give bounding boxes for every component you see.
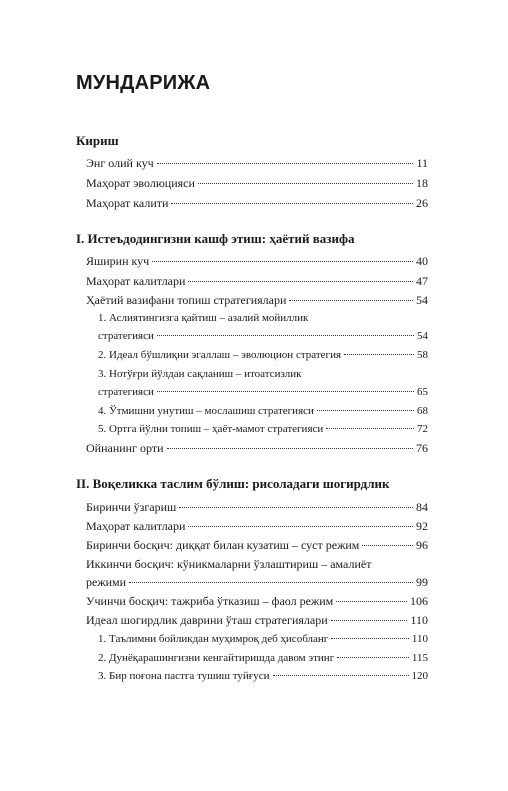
toc-entry-label: 3. Бир поғона пастга тушиш туйғуси bbox=[98, 670, 270, 682]
toc-entry[interactable] bbox=[86, 537, 428, 553]
toc-entry-page: 110 bbox=[411, 633, 428, 645]
toc-entry-label: Биринчи ўзгариш bbox=[86, 500, 177, 514]
toc-entry-page: 58 bbox=[417, 349, 428, 361]
toc-entry[interactable] bbox=[86, 195, 428, 211]
toc-entry[interactable] bbox=[86, 518, 428, 534]
toc-entry-label: стратегияси bbox=[98, 386, 154, 398]
toc-entry-page: 11 bbox=[416, 156, 428, 170]
toc-entry-label: Маҳорат калитлари bbox=[86, 274, 186, 288]
toc-entry-label: 2. Идеал бўшлиқни эгаллаш – эволюцион стратегия bbox=[98, 349, 342, 361]
toc-entry[interactable] bbox=[86, 175, 428, 191]
toc-entry-label: 1. Таълимни бойликдан муҳимроқ деб ҳисобланг bbox=[98, 633, 329, 645]
toc-entry-label: Маҳорат эволюцияси bbox=[86, 176, 195, 190]
toc-entry-page: 115 bbox=[411, 652, 428, 664]
dot-leader bbox=[326, 428, 414, 429]
toc-entry[interactable] bbox=[98, 384, 428, 400]
toc-entry[interactable] bbox=[86, 499, 428, 515]
toc-entry[interactable] bbox=[86, 155, 428, 171]
toc-entry[interactable] bbox=[98, 668, 428, 684]
toc-entry-label-line1: 1. Аслиятингизга қайтиш – азалий мойиллик bbox=[98, 312, 309, 324]
section-heading-intro: Кириш bbox=[76, 133, 119, 148]
dot-leader bbox=[157, 335, 414, 336]
toc-entry-page: 99 bbox=[416, 575, 428, 589]
toc-entry[interactable] bbox=[98, 650, 428, 666]
toc-entry-page: 110 bbox=[410, 613, 428, 627]
toc-entry-label-line1: 3. Нотўғри йўлдан сақланиш – итоатсизлик bbox=[98, 368, 302, 380]
toc-entry-page: 65 bbox=[417, 386, 428, 398]
dot-leader bbox=[198, 183, 413, 184]
dot-leader bbox=[171, 203, 413, 204]
toc-entry-page: 26 bbox=[416, 196, 428, 210]
toc-entry-label: 4. Ўтмишни унутиш – мослашиш стратегияси bbox=[98, 405, 314, 417]
toc-entry[interactable] bbox=[98, 421, 428, 437]
dot-leader bbox=[331, 638, 409, 639]
toc-entry-label: Ойнанинг орти bbox=[86, 441, 164, 455]
dot-leader bbox=[157, 163, 414, 164]
toc-entry-page: 96 bbox=[416, 538, 428, 552]
toc-entry-label: Маҳорат калити bbox=[86, 196, 169, 210]
toc-entry[interactable] bbox=[98, 347, 428, 363]
toc-entry[interactable] bbox=[86, 574, 428, 590]
dot-leader bbox=[289, 300, 413, 301]
toc-entry-label: Идеал шогирдлик даврини ўташ стратегиялари bbox=[86, 613, 328, 627]
toc-entry-page: 76 bbox=[416, 441, 428, 455]
toc-entry-label-line1: Иккинчи босқич: кўникмаларни ўзлаштириш – амалиёт bbox=[86, 557, 372, 571]
toc-entry-page: 84 bbox=[416, 500, 428, 514]
dot-leader bbox=[331, 620, 408, 621]
toc-entry-page: 54 bbox=[416, 293, 428, 307]
dot-leader bbox=[167, 448, 413, 449]
dot-leader bbox=[188, 526, 413, 527]
toc-entry-page: 92 bbox=[416, 519, 428, 533]
dot-leader bbox=[344, 354, 414, 355]
toc-entry-label: Энг олий куч bbox=[86, 156, 154, 170]
toc-entry-page: 68 bbox=[417, 405, 428, 417]
toc-entry[interactable] bbox=[86, 593, 428, 609]
toc-entry-label: Биринчи босқич: диққат билан кузатиш – суст режим bbox=[86, 538, 360, 552]
section-heading-1: I. Истеъдодингизни кашф этиш: ҳаётий вазифа bbox=[76, 231, 355, 246]
toc-entry-label: режими bbox=[86, 575, 127, 589]
toc-entry-label: Маҳорат калитлари bbox=[86, 519, 186, 533]
toc-entry[interactable] bbox=[86, 440, 428, 456]
dot-leader bbox=[336, 601, 407, 602]
page-title: МУНДАРИЖА bbox=[76, 72, 211, 94]
dot-leader bbox=[317, 410, 414, 411]
toc-entry[interactable] bbox=[86, 292, 428, 308]
dot-leader bbox=[152, 261, 413, 262]
toc-entry-label: 5. Ортга йўлни топиш – ҳаёт-мамот стратегияси bbox=[98, 423, 324, 435]
toc-entry[interactable] bbox=[98, 328, 428, 344]
toc-entry-page: 40 bbox=[416, 254, 428, 268]
toc-entry-label: Ҳаётий вазифани топиш стратегиялари bbox=[86, 293, 287, 307]
toc-entry-page: 47 bbox=[416, 274, 428, 288]
toc-entry[interactable] bbox=[86, 612, 428, 628]
toc-entry-label: 2. Дунёқарашингизни кенгайтиришда давом этинг bbox=[98, 652, 335, 664]
toc-entry-label: Учинчи босқич: тажриба ўтказиш – фаол режим bbox=[86, 594, 334, 608]
toc-entry-page: 106 bbox=[410, 594, 428, 608]
toc-entry[interactable] bbox=[98, 403, 428, 419]
toc-entry[interactable] bbox=[86, 253, 428, 269]
dot-leader bbox=[188, 281, 413, 282]
dot-leader bbox=[273, 675, 409, 676]
dot-leader bbox=[337, 657, 409, 658]
toc-entry-page: 72 bbox=[417, 423, 428, 435]
toc-entry-page: 120 bbox=[411, 670, 428, 682]
dot-leader bbox=[362, 545, 413, 546]
section-heading-2: II. Воқеликка таслим бўлиш: рисоладаги шогирдлик bbox=[76, 476, 390, 491]
toc-entry[interactable] bbox=[86, 273, 428, 289]
toc-entry-page: 54 bbox=[417, 330, 428, 342]
toc-entry-label: Яширин куч bbox=[86, 254, 150, 268]
dot-leader bbox=[179, 507, 413, 508]
toc-entry-page: 18 bbox=[416, 176, 428, 190]
dot-leader bbox=[129, 582, 413, 583]
dot-leader bbox=[157, 391, 414, 392]
toc-entry[interactable] bbox=[98, 631, 428, 647]
toc-entry-label: стратегияси bbox=[98, 330, 154, 342]
